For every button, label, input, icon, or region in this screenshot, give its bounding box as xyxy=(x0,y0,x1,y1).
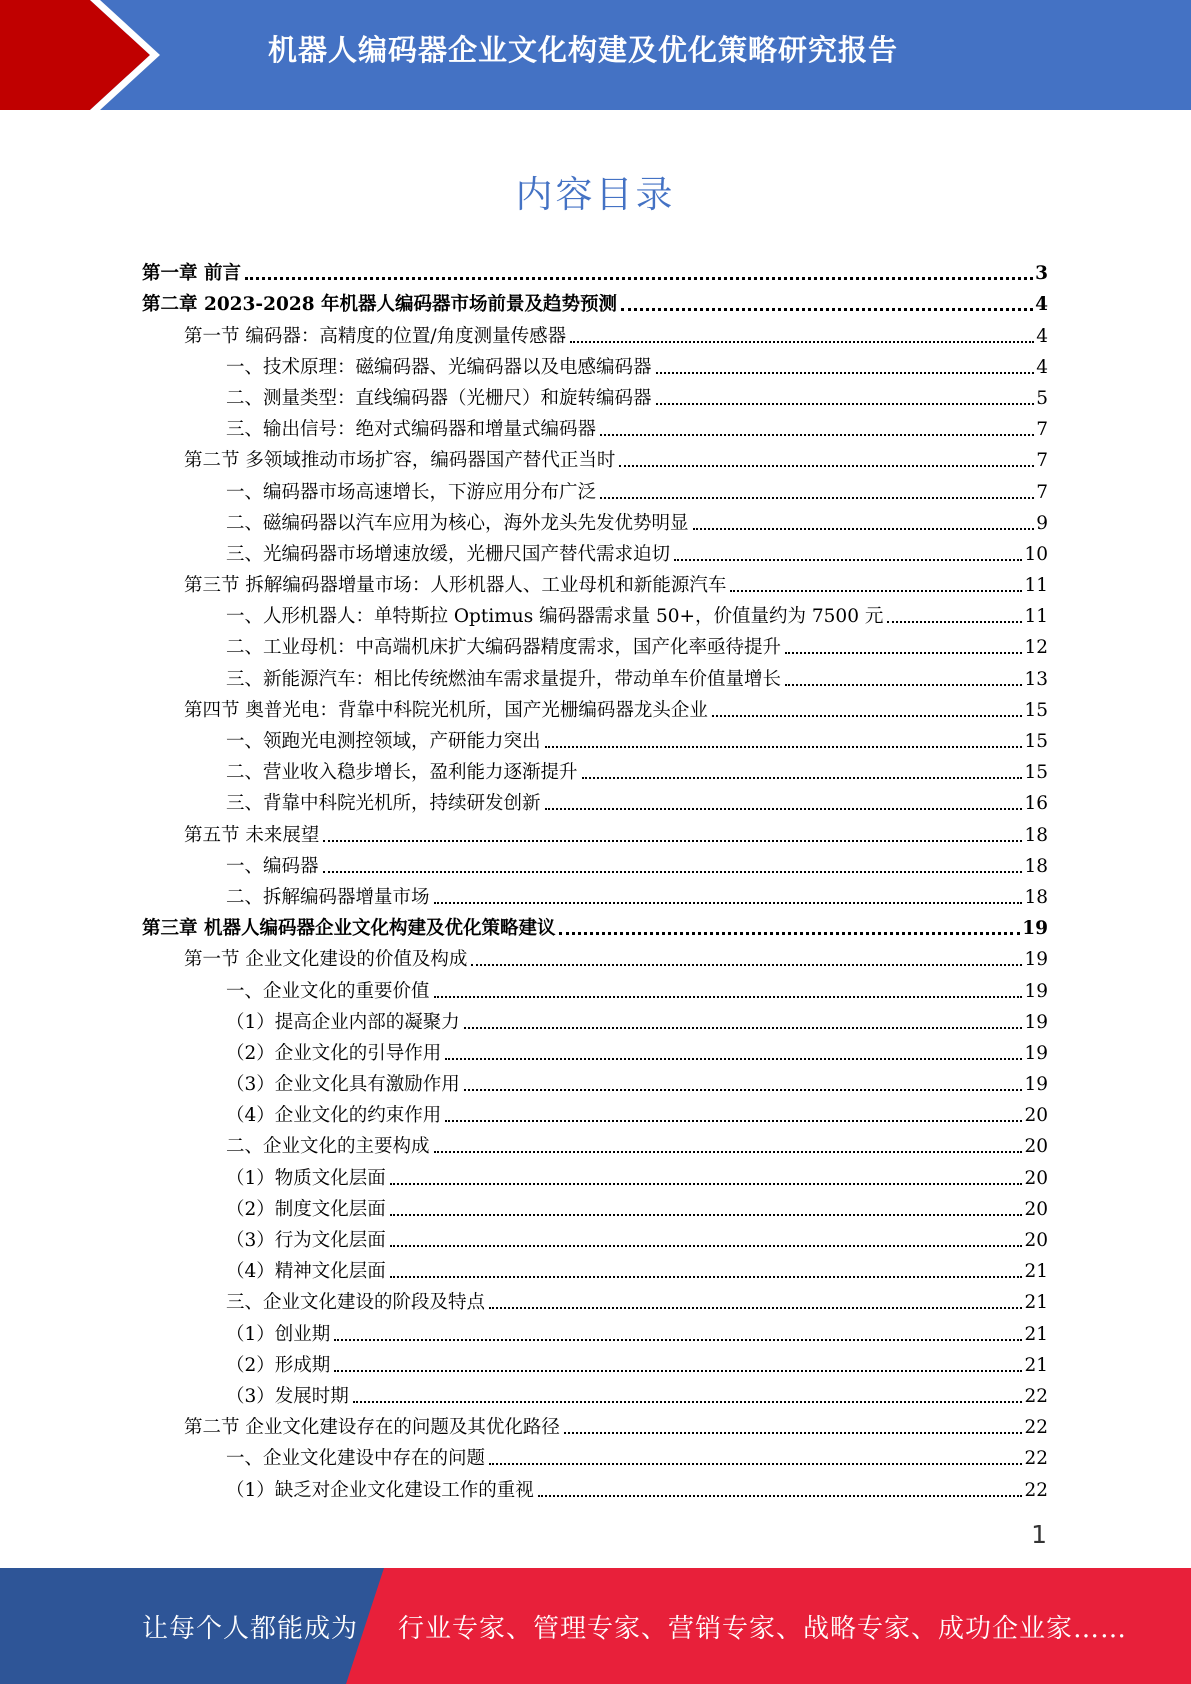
toc-entry-title: （1）缺乏对企业文化建设工作的重视 xyxy=(226,1479,534,1501)
toc-entry[interactable] xyxy=(142,598,1048,629)
toc-dot-leader xyxy=(887,621,1022,623)
page-footer xyxy=(0,1568,1191,1684)
toc-entry[interactable] xyxy=(142,754,1048,785)
toc-entry-page: 21 xyxy=(1024,1354,1048,1376)
toc-dot-leader xyxy=(559,932,1020,935)
toc-entry-title: （1）创业期 xyxy=(226,1323,331,1345)
toc-entry-title: 一、编码器 xyxy=(226,855,319,877)
toc-entry-page: 19 xyxy=(1024,980,1048,1002)
toc-entry[interactable] xyxy=(142,1097,1048,1128)
toc-dot-leader xyxy=(712,715,1023,717)
toc-dot-leader xyxy=(538,1495,1023,1497)
toc-entry-title: 二、工业母机：中高端机床扩大编码器精度需求，国产化率亟待提升 xyxy=(226,637,782,659)
toc-entry-title: 第三节 拆解编码器增量市场：人形机器人、工业母机和新能源汽车 xyxy=(184,575,727,597)
toc-dot-leader xyxy=(323,871,1023,873)
toc-entry[interactable] xyxy=(142,723,1048,754)
toc-entry-page: 20 xyxy=(1024,1105,1048,1127)
toc-entry[interactable] xyxy=(142,1440,1048,1471)
toc-dot-leader xyxy=(390,1214,1023,1216)
toc-title: 内容目录 xyxy=(515,173,676,216)
toc-dot-leader xyxy=(600,434,1034,436)
toc-entry-page: 3 xyxy=(1035,263,1048,285)
toc-entry-page: 15 xyxy=(1024,699,1048,721)
toc-entry[interactable] xyxy=(142,816,1048,847)
toc-entry-title: 一、领跑光电测控领域，产研能力突出 xyxy=(226,731,541,752)
toc-entry[interactable] xyxy=(142,473,1048,504)
toc-dot-leader xyxy=(390,1183,1023,1185)
toc-entry-page: 4 xyxy=(1035,294,1048,316)
toc-entry-page: 19 xyxy=(1024,1074,1048,1096)
toc-entry-page: 20 xyxy=(1024,1230,1048,1251)
toc-dot-leader xyxy=(564,1432,1023,1434)
toc-entry[interactable] xyxy=(142,1347,1048,1378)
toc-entry-page: 11 xyxy=(1024,575,1048,597)
toc-entry-page: 7 xyxy=(1036,481,1048,503)
toc-entry-title: 三、背靠中科院光机所，持续研发创新 xyxy=(226,793,541,815)
toc-dot-leader xyxy=(445,1058,1022,1060)
toc-entry-page: 19 xyxy=(1024,1011,1048,1033)
toc-entry[interactable] xyxy=(142,629,1048,660)
toc-entry[interactable] xyxy=(142,536,1048,567)
toc-dot-leader xyxy=(570,341,1034,343)
toc-dot-leader xyxy=(334,1339,1022,1341)
toc-entry-page: 13 xyxy=(1024,668,1048,690)
toc-dot-leader xyxy=(674,559,1022,561)
toc-entry-title: 一、企业文化建设中存在的问题 xyxy=(226,1448,486,1470)
footer-slogan-left: 让每个人都能成为 xyxy=(142,1614,359,1644)
toc-dot-leader xyxy=(323,840,1022,842)
toc-entry[interactable] xyxy=(142,286,1048,317)
toc-entry-title: （4）精神文化层面 xyxy=(226,1261,386,1283)
toc-entry-page: 22 xyxy=(1024,1479,1048,1501)
toc-entry-page: 19 xyxy=(1024,1042,1048,1064)
table-of-contents xyxy=(142,255,1048,1503)
toc-entry[interactable] xyxy=(142,1409,1048,1440)
toc-entry-title: 三、光编码器市场增速放缓，光栅尺国产替代需求迫切 xyxy=(226,543,671,565)
toc-entry-title: （3）行为文化层面 xyxy=(226,1230,386,1251)
toc-dot-leader xyxy=(693,528,1035,530)
toc-entry-title: 一、技术原理：磁编码器、光编码器以及电感编码器 xyxy=(226,356,652,378)
toc-entry-title: （1）提高企业内部的凝聚力 xyxy=(226,1011,460,1033)
toc-dot-leader xyxy=(245,277,1033,280)
toc-dot-leader xyxy=(464,1089,1023,1091)
toc-entry-title: 第二节 企业文化建设存在的问题及其优化路径 xyxy=(184,1417,560,1439)
toc-entry-page: 15 xyxy=(1024,731,1048,752)
toc-entry-title: 三、新能源汽车：相比传统燃油车需求量提升，带动单车价值量增长 xyxy=(226,668,782,690)
toc-entry[interactable] xyxy=(142,1378,1048,1409)
toc-dot-leader xyxy=(600,497,1034,499)
toc-entry-page: 9 xyxy=(1036,512,1048,534)
toc-entry-page: 15 xyxy=(1024,762,1048,784)
toc-dot-leader xyxy=(445,1120,1022,1122)
toc-dot-leader xyxy=(434,1151,1023,1153)
toc-entry-page: 18 xyxy=(1024,855,1048,877)
toc-entry-title: 一、企业文化的重要价值 xyxy=(226,980,430,1002)
toc-dot-leader xyxy=(489,1463,1022,1465)
toc-entry-page: 11 xyxy=(1024,606,1048,628)
toc-entry-page: 22 xyxy=(1024,1385,1048,1407)
toc-entry-title: 第一节 编码器：高精度的位置/角度测量传感器 xyxy=(184,325,567,347)
toc-dot-leader xyxy=(390,1245,1023,1247)
toc-entry[interactable] xyxy=(142,1222,1048,1253)
toc-entry-title: 第五节 未来展望 xyxy=(184,824,320,846)
toc-dot-leader xyxy=(334,1370,1022,1372)
toc-dot-leader xyxy=(656,372,1035,374)
toc-entry[interactable] xyxy=(142,1284,1048,1315)
toc-entry[interactable] xyxy=(142,1159,1048,1190)
toc-entry-title: （2）形成期 xyxy=(226,1354,331,1376)
toc-entry-page: 20 xyxy=(1024,1136,1048,1158)
toc-entry[interactable] xyxy=(142,972,1048,1003)
toc-entry-title: 三、企业文化建设的阶段及特点 xyxy=(226,1292,486,1314)
toc-entry-title: （3）发展时期 xyxy=(226,1385,349,1407)
toc-entry-title: 第一章 前言 xyxy=(142,263,241,285)
toc-entry-page: 10 xyxy=(1024,543,1048,565)
toc-entry-page: 4 xyxy=(1036,356,1048,378)
toc-dot-leader xyxy=(434,996,1023,998)
toc-entry-page: 21 xyxy=(1024,1292,1048,1314)
page-number: 1 xyxy=(1031,1520,1047,1549)
toc-entry-title: 第三章 机器人编码器企业文化构建及优化策略建议 xyxy=(142,918,556,940)
toc-entry-page: 12 xyxy=(1024,637,1048,659)
toc-entry-page: 19 xyxy=(1022,918,1048,940)
toc-entry-title: 二、企业文化的主要构成 xyxy=(226,1136,430,1158)
toc-entry-title: 一、人形机器人：单特斯拉 Optimus 编码器需求量 50+，价值量约为 7500 元 xyxy=(226,606,884,628)
toc-entry-page: 4 xyxy=(1036,325,1048,347)
toc-entry-page: 20 xyxy=(1024,1198,1048,1220)
toc-entry-title: （3）企业文化具有激励作用 xyxy=(226,1074,460,1096)
toc-entry[interactable] xyxy=(142,255,1048,286)
toc-dot-leader xyxy=(785,652,1022,654)
toc-entry[interactable] xyxy=(142,1315,1048,1346)
toc-dot-leader xyxy=(545,746,1023,748)
toc-dot-leader xyxy=(785,684,1022,686)
header-title: 机器人编码器企业文化构建及优化策略研究报告 xyxy=(268,33,899,67)
toc-entry-title: 第二节 多领域推动市场扩容，编码器国产替代正当时 xyxy=(184,450,616,472)
toc-entry-page: 21 xyxy=(1024,1323,1048,1345)
toc-entry[interactable] xyxy=(142,848,1048,879)
toc-entry-title: （2）制度文化层面 xyxy=(226,1198,386,1220)
toc-entry-title: （2）企业文化的引导作用 xyxy=(226,1042,442,1064)
toc-entry-page: 22 xyxy=(1024,1448,1048,1470)
toc-dot-leader xyxy=(656,403,1035,405)
toc-entry[interactable] xyxy=(142,1253,1048,1284)
toc-entry[interactable] xyxy=(142,1128,1048,1159)
toc-entry-page: 21 xyxy=(1024,1261,1048,1283)
footer-slogan-right: 行业专家、管理专家、营销专家、战略专家、成功企业家…… xyxy=(398,1614,1128,1644)
toc-dot-leader xyxy=(489,1307,1022,1309)
toc-entry[interactable] xyxy=(142,660,1048,691)
toc-entry-title: 第一节 企业文化建设的价值及构成 xyxy=(184,949,468,971)
toc-entry[interactable] xyxy=(142,1066,1048,1097)
toc-entry-title: 第二章 2023-2028 年机器人编码器市场前景及趋势预测 xyxy=(142,294,618,316)
toc-entry[interactable] xyxy=(142,1004,1048,1035)
toc-entry-title: 二、营业收入稳步增长，盈利能力逐渐提升 xyxy=(226,762,578,784)
toc-entry[interactable] xyxy=(142,317,1048,348)
toc-entry[interactable] xyxy=(142,380,1048,411)
toc-entry[interactable] xyxy=(142,692,1048,723)
toc-entry[interactable] xyxy=(142,785,1048,816)
toc-entry-title: （1）物质文化层面 xyxy=(226,1167,386,1189)
toc-dot-leader xyxy=(464,1027,1023,1029)
toc-entry-page: 18 xyxy=(1024,824,1048,846)
toc-entry-page: 19 xyxy=(1024,949,1048,971)
toc-dot-leader xyxy=(434,902,1023,904)
toc-dot-leader xyxy=(545,808,1023,810)
toc-entry[interactable] xyxy=(142,941,1048,972)
toc-entry[interactable] xyxy=(142,1035,1048,1066)
toc-dot-leader xyxy=(582,777,1023,779)
toc-entry-title: 第四节 奥普光电：背靠中科院光机所，国产光栅编码器龙头企业 xyxy=(184,699,708,721)
toc-entry[interactable] xyxy=(142,879,1048,910)
toc-entry[interactable] xyxy=(142,442,1048,473)
toc-dot-leader xyxy=(619,465,1034,467)
toc-entry-title: 二、磁编码器以汽车应用为核心，海外龙头先发优势明显 xyxy=(226,512,689,534)
toc-entry[interactable] xyxy=(142,349,1048,380)
toc-entry[interactable] xyxy=(142,505,1048,536)
toc-entry-title: 一、编码器市场高速增长，下游应用分布广泛 xyxy=(226,481,597,503)
toc-entry-title: 二、测量类型：直线编码器（光栅尺）和旋转编码器 xyxy=(226,387,652,409)
toc-dot-leader xyxy=(730,590,1022,592)
toc-entry[interactable] xyxy=(142,910,1048,941)
toc-entry-page: 5 xyxy=(1036,387,1048,409)
toc-dot-leader xyxy=(471,964,1022,966)
toc-dot-leader xyxy=(353,1401,1023,1403)
toc-entry[interactable] xyxy=(142,1191,1048,1222)
toc-dot-leader xyxy=(621,308,1033,311)
toc-entry-page: 7 xyxy=(1036,419,1048,441)
toc-entry-page: 16 xyxy=(1024,793,1048,815)
toc-dot-leader xyxy=(390,1276,1023,1278)
toc-entry-title: 二、拆解编码器增量市场 xyxy=(226,886,430,908)
toc-entry-page: 20 xyxy=(1024,1167,1048,1189)
toc-entry[interactable] xyxy=(142,1471,1048,1502)
toc-entry[interactable] xyxy=(142,567,1048,598)
page-header xyxy=(0,0,1191,110)
toc-entry-page: 7 xyxy=(1036,450,1048,472)
toc-entry-title: （4）企业文化的约束作用 xyxy=(226,1105,442,1127)
toc-entry-title: 三、输出信号：绝对式编码器和增量式编码器 xyxy=(226,419,597,441)
toc-entry-page: 22 xyxy=(1024,1417,1048,1439)
toc-entry[interactable] xyxy=(142,411,1048,442)
toc-entry-page: 18 xyxy=(1024,886,1048,908)
